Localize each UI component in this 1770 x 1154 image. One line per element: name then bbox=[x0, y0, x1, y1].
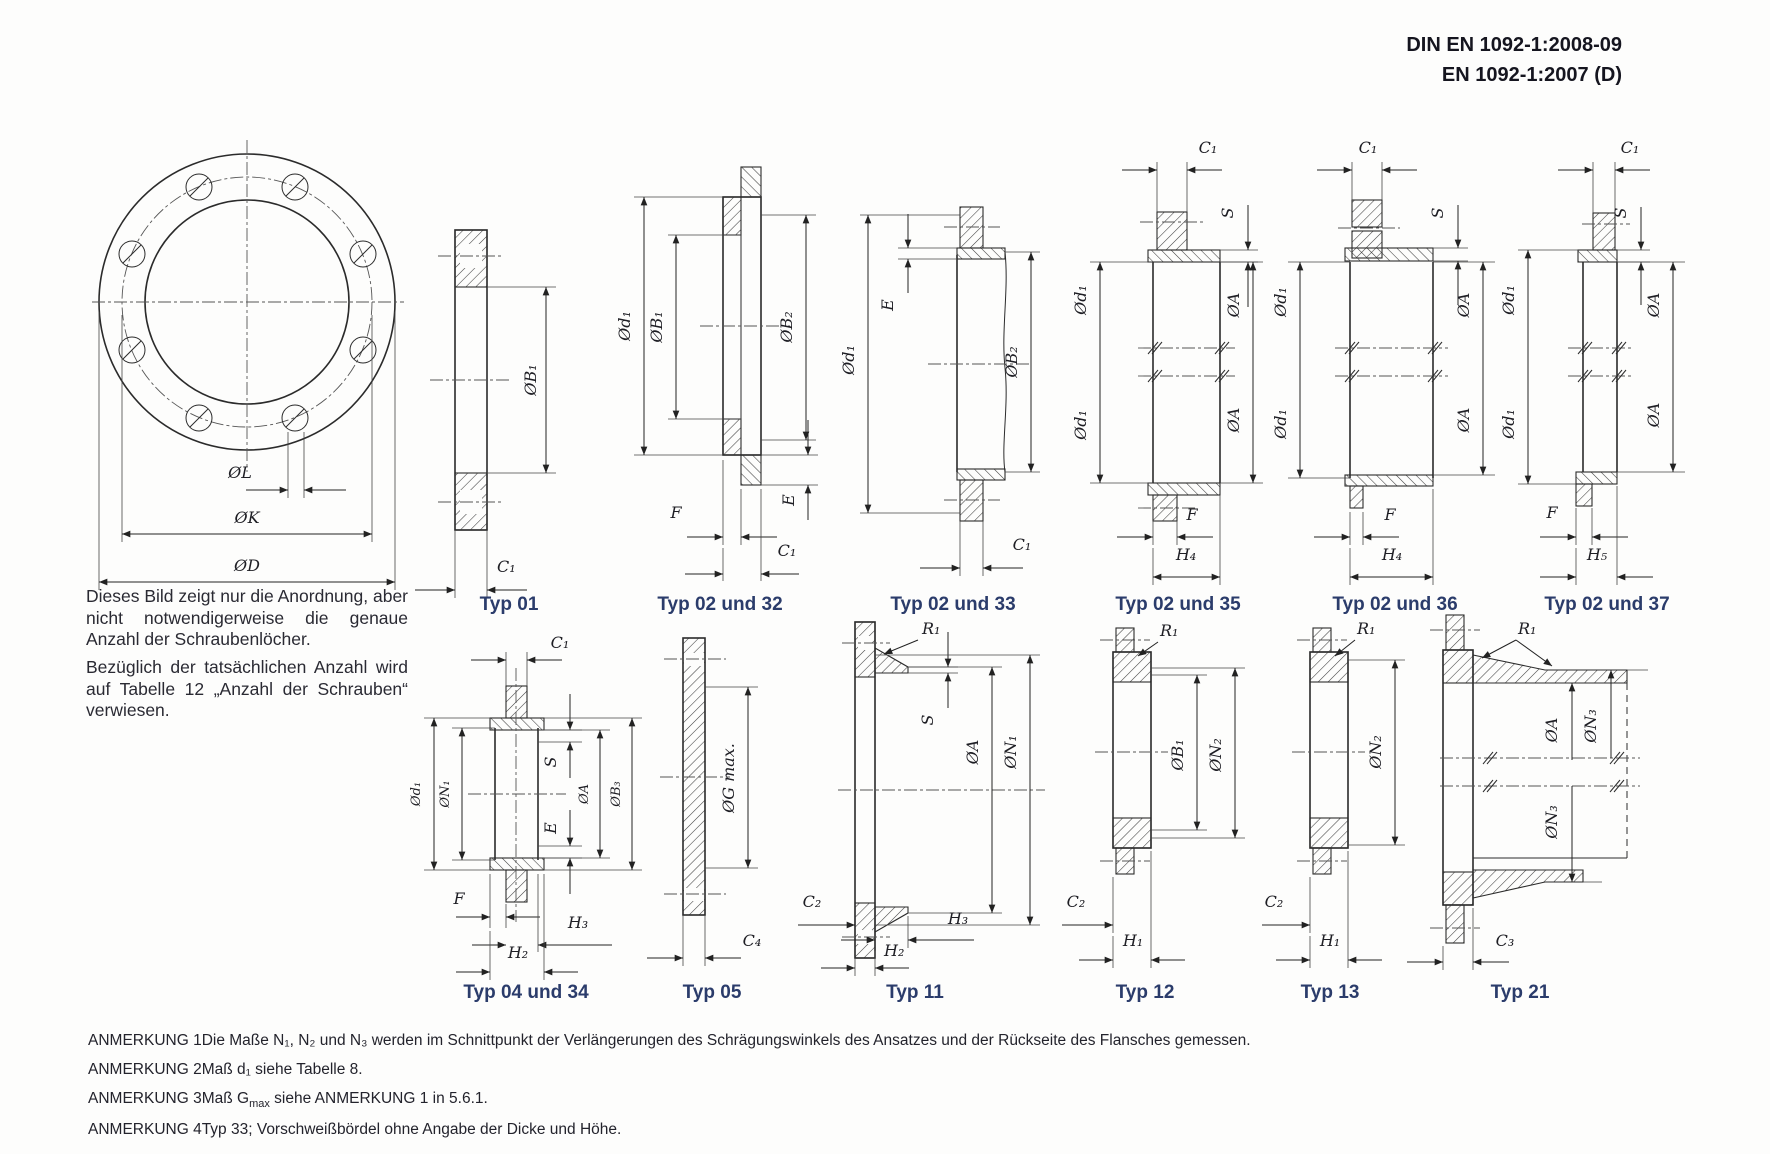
dim-label-F: F bbox=[1186, 505, 1198, 524]
dim-label-H3: H₃ bbox=[947, 909, 969, 928]
typ-11-drawing bbox=[798, 619, 1045, 1003]
dim-label-d1-lower: Ød₁ bbox=[1271, 409, 1290, 439]
typ-02-33-drawing bbox=[839, 207, 1040, 615]
dim-label-B1: ØB₁ bbox=[1168, 739, 1187, 771]
anmerkung-4-label: ANMERKUNG 4 bbox=[88, 1121, 202, 1139]
bolt-holes bbox=[119, 174, 376, 431]
anmerkung-3-sub: max bbox=[249, 1098, 270, 1111]
caption-typ-02-33: Typ 02 und 33 bbox=[890, 594, 1016, 615]
bolt-hole-note bbox=[86, 586, 408, 728]
anmerkung-4 bbox=[88, 1121, 1688, 1139]
flange-front-view bbox=[92, 140, 404, 590]
dim-label-E: E bbox=[878, 299, 897, 311]
anmerkung-3 bbox=[88, 1090, 1688, 1110]
bolt-hole-note-para2: Bezüglich der tatsächlichen Anzahl wird auf Tabelle 12 „Anzahl der Schrauben“ verwiesen. bbox=[86, 657, 408, 721]
typ-02-35-drawing bbox=[1071, 138, 1263, 615]
dim-label-A: ØA bbox=[577, 783, 592, 805]
dim-label-S: S bbox=[541, 756, 560, 768]
dim-label-C1: C₁ bbox=[1358, 138, 1378, 157]
dim-label-A-lower: ØA bbox=[1454, 407, 1473, 433]
dim-label-d1: Ød₁ bbox=[615, 311, 634, 341]
dim-label-S: S bbox=[1218, 207, 1237, 219]
anmerkung-3-text bbox=[202, 1090, 488, 1110]
dim-label-A: ØA bbox=[963, 739, 982, 765]
dim-label-N2: ØN₂ bbox=[1206, 738, 1225, 772]
dim-label-H2: H₂ bbox=[884, 941, 905, 960]
dim-label-C2: C₂ bbox=[1264, 892, 1284, 911]
dim-label-K: ØK bbox=[234, 508, 260, 527]
typ-02-36-drawing bbox=[1271, 138, 1495, 615]
caption-typ-02-37: Typ 02 und 37 bbox=[1544, 594, 1670, 615]
dim-label-H5: H₅ bbox=[1586, 545, 1608, 564]
dim-label-F: F bbox=[1546, 503, 1558, 522]
dim-label-D: ØD bbox=[234, 556, 260, 575]
dim-label-d1: Ød₁ bbox=[839, 345, 858, 375]
dim-label-H2: H₂ bbox=[507, 943, 529, 962]
typ-13-drawing bbox=[1262, 619, 1405, 1003]
dim-label-C1: C₁ bbox=[497, 557, 516, 576]
anmerkung-1-label: ANMERKUNG 1 bbox=[88, 1032, 202, 1049]
dim-label-d1-upper: Ød₁ bbox=[1499, 285, 1518, 315]
caption-typ-05: Typ 05 bbox=[682, 982, 742, 1003]
dim-label-A: ØA bbox=[1542, 717, 1561, 743]
caption-typ-02-32: Typ 02 und 32 bbox=[657, 594, 783, 615]
typ-01-drawing bbox=[415, 230, 556, 615]
typ-05-drawing bbox=[647, 638, 761, 1003]
dim-label-H4: H₄ bbox=[1175, 545, 1197, 564]
dim-label-N1: ØN₁ bbox=[1001, 735, 1020, 769]
dim-label-R1: R₁ bbox=[1357, 619, 1376, 638]
caption-typ-12: Typ 12 bbox=[1115, 982, 1175, 1003]
anmerkung-2 bbox=[88, 1061, 1688, 1079]
dim-label-Gmax: ØG max. bbox=[719, 743, 738, 813]
anmerkung-2-label: ANMERKUNG 2 bbox=[88, 1061, 202, 1078]
anmerkung-3-post: siehe ANMERKUNG 1 in 5.6.1. bbox=[269, 1090, 488, 1107]
dim-label-C1: C₁ bbox=[1198, 138, 1218, 157]
dim-label-H1: H₁ bbox=[1319, 931, 1341, 950]
standard-number-en: EN 1092-1:2007 (D) bbox=[1441, 64, 1622, 86]
anmerkungen-block bbox=[88, 1032, 1688, 1150]
dim-label-H4: H₄ bbox=[1381, 545, 1403, 564]
dim-label-d1-lower: Ød₁ bbox=[1071, 410, 1090, 440]
dim-label-F: F bbox=[453, 889, 465, 908]
typ-12-drawing bbox=[1062, 621, 1245, 1003]
caption-typ-02-36: Typ 02 und 36 bbox=[1332, 594, 1458, 615]
dim-label-A-upper: ØA bbox=[1454, 292, 1473, 318]
dim-label-B2: ØB₂ bbox=[777, 311, 796, 343]
dim-label-d1-upper: Ød₁ bbox=[1271, 287, 1290, 317]
standard-number-din: DIN EN 1092-1:2008-09 bbox=[1406, 34, 1622, 56]
typ-04-34-drawing bbox=[409, 633, 642, 1003]
dim-label-N1: ØN₁ bbox=[438, 780, 453, 808]
dim-label-d1-lower: Ød₁ bbox=[1499, 409, 1518, 439]
dim-label-S: S bbox=[918, 714, 937, 726]
dim-label-L: ØL bbox=[228, 463, 252, 482]
dim-label-B1: ØB₁ bbox=[521, 364, 540, 396]
typ-21-drawing bbox=[1407, 615, 1648, 1003]
dim-label-A-upper: ØA bbox=[1224, 292, 1243, 318]
dim-label-S: S bbox=[1428, 207, 1447, 219]
dim-label-R1: R₁ bbox=[1160, 621, 1179, 640]
dim-label-C1: C₁ bbox=[1620, 138, 1640, 157]
anmerkung-1 bbox=[88, 1032, 1688, 1050]
caption-typ-01: Typ 01 bbox=[479, 594, 539, 615]
anmerkung-2-text: Maß d₁ siehe Tabelle 8. bbox=[201, 1061, 363, 1078]
dim-label-B1: ØB₁ bbox=[647, 311, 666, 343]
dim-label-d1: Ød₁ bbox=[409, 781, 424, 807]
dim-label-N3-upper: ØN₃ bbox=[1581, 709, 1600, 743]
anmerkung-3-pre: Maß G bbox=[201, 1090, 250, 1107]
typ-02-37-drawing bbox=[1499, 138, 1685, 615]
dim-label-F: F bbox=[670, 503, 682, 522]
dim-label-S: S bbox=[1611, 207, 1630, 219]
dim-label-E: E bbox=[541, 822, 560, 834]
dim-label-H3: H₃ bbox=[567, 913, 589, 932]
anmerkung-4-text: Typ 33; Vorschweißbördel ohne Angabe der Dicke und Höhe. bbox=[201, 1121, 622, 1139]
caption-typ-11: Typ 11 bbox=[886, 982, 944, 1003]
caption-typ-13: Typ 13 bbox=[1300, 982, 1360, 1003]
dim-label-B3: ØB₃ bbox=[609, 781, 624, 807]
dim-label-H1: H₁ bbox=[1122, 931, 1144, 950]
dim-label-C2: C₂ bbox=[1066, 892, 1086, 911]
dim-label-C3: C₃ bbox=[1495, 931, 1515, 950]
dim-label-N2: ØN₂ bbox=[1366, 735, 1385, 769]
dim-label-F: F bbox=[1384, 505, 1396, 524]
dim-label-A-upper: ØA bbox=[1644, 292, 1663, 318]
dim-label-N3-lower: ØN₃ bbox=[1542, 805, 1561, 839]
caption-typ-02-35: Typ 02 und 35 bbox=[1115, 594, 1241, 615]
dim-label-A-lower: ØA bbox=[1224, 407, 1243, 433]
caption-typ-21: Typ 21 bbox=[1490, 982, 1550, 1003]
anmerkung-1-text: Die Maße N₁, N₂ und N₃ werden im Schnittpunkt der Verlängerungen des Schrägungswinkels des Ansatzes und der Rückseite des Flansches gemessen. bbox=[201, 1032, 1251, 1049]
caption-typ-04-34: Typ 04 und 34 bbox=[463, 982, 589, 1003]
typ-02-32-drawing bbox=[615, 167, 818, 615]
dim-label-A-lower: ØA bbox=[1644, 402, 1663, 428]
anmerkung-3-label: ANMERKUNG 3 bbox=[88, 1090, 202, 1107]
dim-label-R1: R₁ bbox=[922, 619, 941, 638]
dim-label-E: E bbox=[779, 494, 798, 506]
dim-label-B2: ØB₂ bbox=[1002, 346, 1021, 378]
dim-label-C1: C₁ bbox=[777, 541, 797, 560]
dim-label-C4: C₄ bbox=[742, 931, 762, 950]
dim-label-C1: C₁ bbox=[1012, 535, 1032, 554]
dim-label-C1: C₁ bbox=[550, 633, 570, 652]
dim-label-R1: R₁ bbox=[1518, 619, 1537, 638]
dim-label-C2: C₂ bbox=[802, 892, 822, 911]
dim-label-d1-upper: Ød₁ bbox=[1071, 285, 1090, 315]
bolt-hole-note-para1: Dieses Bild zeigt nur die Anordnung, aber nicht notwendigerweise die genaue Anzahl der Schraubenlöcher. bbox=[86, 586, 409, 650]
